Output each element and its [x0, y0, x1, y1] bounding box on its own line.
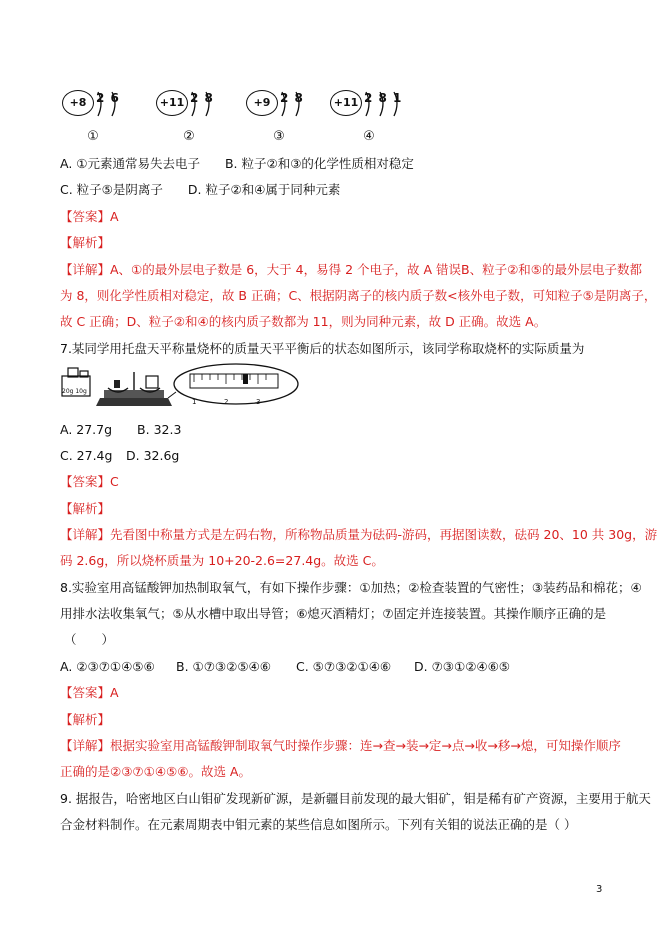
weights-label: 20g 10g	[62, 388, 87, 395]
nucleus-4: +11	[330, 90, 362, 116]
q6-answer: 【答案】A	[60, 209, 119, 224]
shells-2: 2 8	[190, 91, 214, 105]
q7-analysis: 【解析】	[60, 501, 111, 516]
atom-label-4: ④	[363, 129, 375, 144]
q7-option-d: D. 32.6g	[126, 448, 180, 463]
q8-detail-1: 【详解】根据实验室用高锰酸钾制取氧气时操作步骤：连→查→装→定→点→收→移→熄，可知操作顺序	[60, 738, 621, 753]
atom-2	[154, 88, 234, 146]
scale-tick-2: 2	[224, 398, 229, 406]
atom-label-2: ②	[183, 129, 195, 144]
q6-options-cd: C. 粒子⑤是阴离子 D. 粒子②和④属于同种元素	[60, 182, 341, 197]
nucleus-1: +8	[62, 90, 94, 116]
q8-option-b: B. ①⑦③②⑤④⑥	[176, 659, 271, 674]
balance-drawing	[60, 362, 300, 414]
q8-option-a: A. ②③⑦①④⑤⑥	[60, 659, 155, 674]
q8-stem-1: 8.实验室用高锰酸钾加热制取氧气，有如下操作步骤：①加热；②检查装置的气密性；③装药品和棉花；④	[60, 580, 642, 595]
q8-answer: 【答案】A	[60, 685, 119, 700]
scale-tick-1: 1	[192, 398, 197, 406]
q8-stem-2: 用排水法收集氧气；⑤从水槽中取出导管；⑥熄灭酒精灯；⑦固定并连接装置。其操作顺序正确的是	[60, 606, 607, 621]
q9-stem-2: 合金材料制作。在元素周期表中钼元素的某些信息如图所示。下列有关钼的说法正确的是（ ）	[60, 817, 577, 832]
atom-1	[60, 88, 140, 146]
nucleus-3: +9	[246, 90, 278, 116]
page-number: 3	[596, 884, 603, 895]
q6-options-ab: A. ①元素通常易失去电子 B. 粒子②和③的化学性质相对稳定	[60, 156, 414, 171]
q8-detail-2: 正确的是②③⑦①④⑤⑥。故选 A。	[60, 764, 251, 779]
q7-stem: 7.某同学用托盘天平称量烧杯的质量天平平衡后的状态如图所示，该同学称取烧杯的实际质量为	[60, 341, 585, 356]
atom-label-1: ①	[87, 129, 99, 144]
q8-option-c: C. ⑤⑦③②①④⑥	[296, 659, 392, 674]
q7-options-ab: A. 27.7g B. 32.3	[60, 422, 182, 437]
q7-option-c: C. 27.4g	[60, 448, 113, 463]
q8-analysis: 【解析】	[60, 712, 111, 727]
balance-diagram	[60, 362, 300, 414]
atom-diagrams	[60, 88, 420, 148]
q9-stem-1: 9. 据报告，哈密地区白山钼矿发现新矿源，是新疆目前发现的最大钼矿，钼是稀有矿产资源，主要用于航天	[60, 791, 651, 806]
shells-3: 2 8	[280, 91, 304, 105]
scale-tick-3: 3	[256, 398, 261, 406]
shells-4: 2 8 1	[364, 91, 403, 105]
q7-detail-2: 码 2.6g，所以烧杯质量为 10+20-2.6=27.4g。故选 C。	[60, 553, 384, 568]
q6-analysis: 【解析】	[60, 235, 111, 250]
q6-detail-1: 【详解】A、①的最外层电子数是 6，大于 4，易得 2 个电子，故 A 错误B、粒子②和⑤的最外层电子数都	[60, 262, 642, 277]
q6-detail-3: 故 C 正确；D、粒子②和④的核内质子数都为 11，则为同种元素，故 D 正确。故选 A。	[60, 314, 547, 329]
atom-label-3: ③	[273, 129, 285, 144]
q8-paren: （ ）	[64, 632, 115, 647]
shells-1: 2 6	[96, 91, 120, 105]
atom-4	[328, 88, 420, 146]
q7-answer: 【答案】C	[60, 474, 119, 489]
atom-3	[244, 88, 324, 146]
nucleus-2: +11	[156, 90, 188, 116]
q8-option-d: D. ⑦③①②④⑥⑤	[414, 659, 511, 674]
q6-detail-2: 为 8，则化学性质相对稳定，故 B 正确；C、根据阴离子的核内质子数<核外电子数，可知粒子⑤是阴离子，	[60, 288, 657, 303]
q7-detail-1: 【详解】先看图中称量方式是左码右物，所称物品质量为砝码-游码，再据图读数，砝码 20、10 共 30g，游	[60, 527, 658, 542]
